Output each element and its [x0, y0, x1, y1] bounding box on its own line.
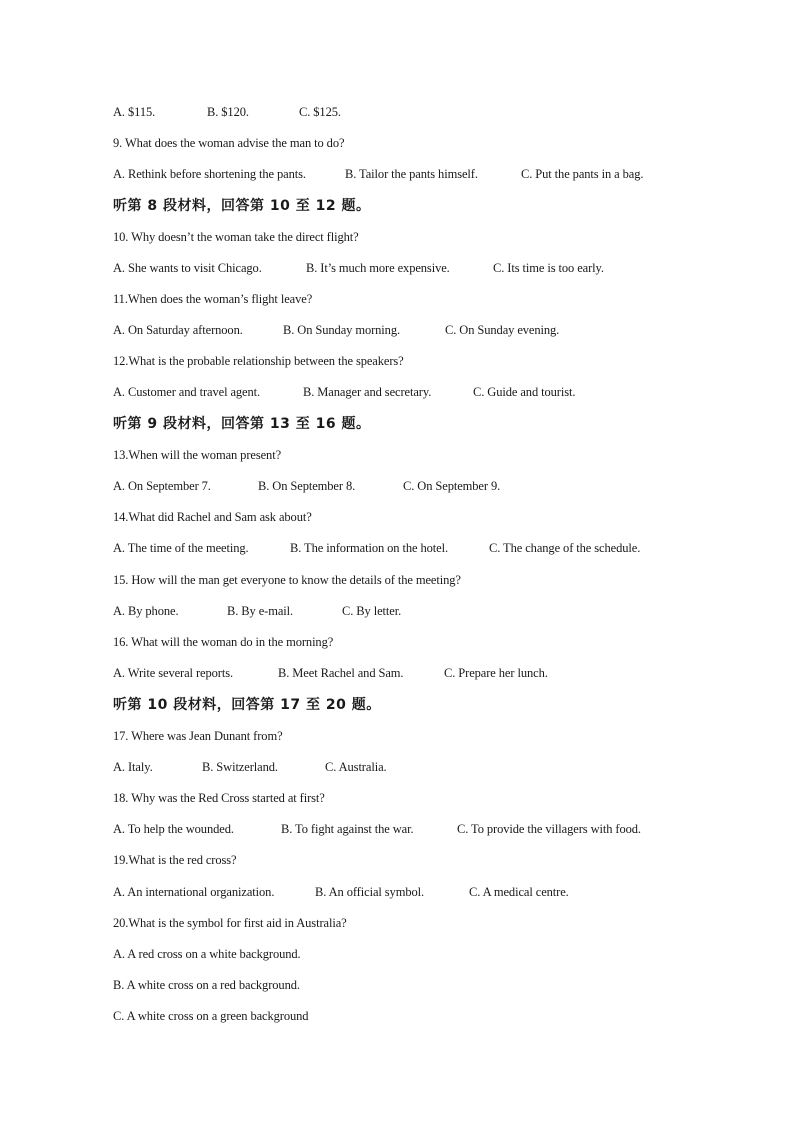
q10-option-c: C. Its time is too early. — [493, 261, 604, 275]
q16-option-a: A. Write several reports. — [113, 666, 233, 680]
q18-option-c: C. To provide the villagers with food. — [457, 822, 641, 836]
q15-option-c: C. By letter. — [342, 604, 402, 618]
q15-question: 15. How will the man get everyone to know the details of the meeting? — [113, 573, 461, 587]
q12-option-b: B. Manager and secretary. — [303, 385, 432, 399]
q9-option-c: C. Put the pants in a bag. — [521, 167, 644, 181]
q12-question: 12.What is the probable relationship between the speakers? — [113, 354, 404, 368]
section-9-heading: 听第 9 段材料，回答第 13 至 16 题。 — [113, 416, 371, 432]
q14-option-a: A. The time of the meeting. — [113, 541, 249, 555]
q12-option-c: C. Guide and tourist. — [473, 385, 576, 399]
q9-option-b: B. Tailor the pants himself. — [345, 167, 478, 181]
q18-question: 18. Why was the Red Cross started at first? — [113, 791, 325, 805]
q16-question: 16. What will the woman do in the morning? — [113, 635, 334, 649]
q20-option-a: A. A red cross on a white background. — [113, 947, 301, 961]
q13-option-c: C. On September 9. — [403, 479, 501, 493]
q13-option-a: A. On September 7. — [113, 479, 211, 493]
q10-option-a: A. She wants to visit Chicago. — [113, 261, 262, 275]
q18-option-a: A. To help the wounded. — [113, 822, 234, 836]
q18-option-b: B. To fight against the war. — [281, 822, 414, 836]
q9-option-a: A. Rethink before shortening the pants. — [113, 167, 306, 181]
q14-option-c: C. The change of the schedule. — [489, 541, 641, 555]
q9-question: 9. What does the woman advise the man to do? — [113, 136, 345, 150]
q17-option-a: A. Italy. — [113, 760, 153, 774]
q10-option-b: B. It’s much more expensive. — [306, 261, 450, 275]
q16-option-b: B. Meet Rachel and Sam. — [278, 666, 404, 680]
q11-question: 11.When does the woman’s flight leave? — [113, 292, 313, 306]
q14-option-b: B. The information on the hotel. — [290, 541, 449, 555]
q15-option-b: B. By e-mail. — [227, 604, 294, 618]
q8-option-c: C. $125. — [299, 105, 341, 119]
q10-question: 10. Why doesn’t the woman take the direct flight? — [113, 230, 359, 244]
q20-option-b: B. A white cross on a red background. — [113, 978, 300, 992]
section-8-heading: 听第 8 段材料，回答第 10 至 12 题。 — [113, 198, 371, 214]
q14-question: 14.What did Rachel and Sam ask about? — [113, 510, 312, 524]
q11-option-a: A. On Saturday afternoon. — [113, 323, 243, 337]
q17-option-b: B. Switzerland. — [202, 760, 278, 774]
q8-option-b: B. $120. — [207, 105, 249, 119]
q11-option-c: C. On Sunday evening. — [445, 323, 560, 337]
q20-option-c: C. A white cross on a green background — [113, 1009, 309, 1023]
q17-option-c: C. Australia. — [325, 760, 387, 774]
q13-option-b: B. On September 8. — [258, 479, 356, 493]
q13-question: 13.When will the woman present? — [113, 448, 282, 462]
q19-question: 19.What is the red cross? — [113, 853, 237, 867]
q11-option-b: B. On Sunday morning. — [283, 323, 400, 337]
q8-option-a: A. $115. — [113, 105, 156, 119]
q19-option-a: A. An international organization. — [113, 885, 275, 899]
q19-option-c: C. A medical centre. — [469, 885, 569, 899]
q19-option-b: B. An official symbol. — [315, 885, 425, 899]
q12-option-a: A. Customer and travel agent. — [113, 385, 261, 399]
section-10-heading: 听第 10 段材料，回答第 17 至 20 题。 — [113, 697, 381, 713]
q16-option-c: C. Prepare her lunch. — [444, 666, 548, 680]
q20-question: 20.What is the symbol for first aid in Australia? — [113, 916, 347, 930]
q15-option-a: A. By phone. — [113, 604, 179, 618]
q17-question: 17. Where was Jean Dunant from? — [113, 729, 283, 743]
